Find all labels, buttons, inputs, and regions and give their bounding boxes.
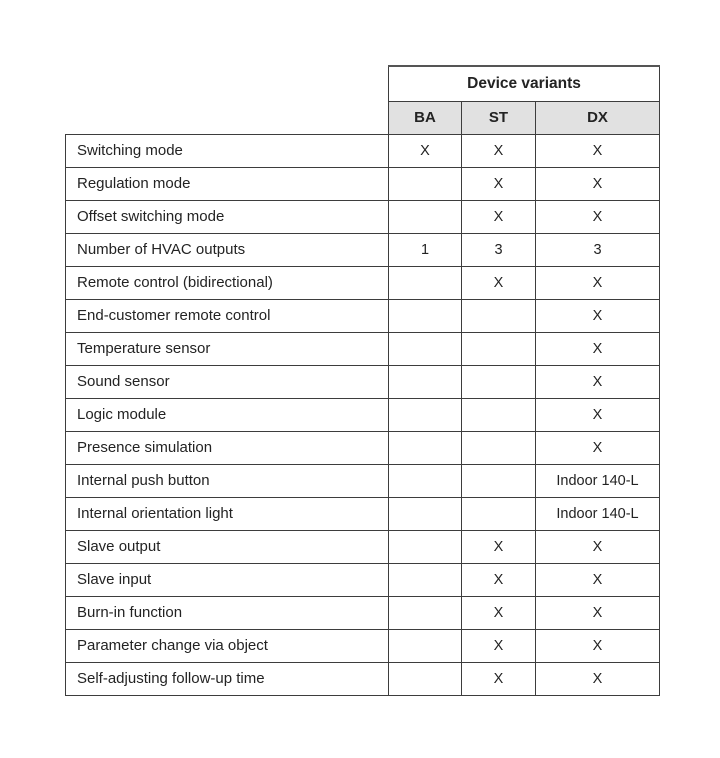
cell-dx: X bbox=[536, 332, 660, 365]
cell-st bbox=[462, 365, 536, 398]
cell-st: X bbox=[462, 134, 536, 167]
row-label: Temperature sensor bbox=[66, 332, 389, 365]
table-row bbox=[66, 596, 660, 629]
row-label: Switching mode bbox=[66, 134, 389, 167]
cell-dx: X bbox=[536, 266, 660, 299]
cell-dx: X bbox=[536, 200, 660, 233]
row-label: Sound sensor bbox=[66, 365, 389, 398]
table-row bbox=[66, 431, 660, 464]
cell-ba bbox=[389, 596, 462, 629]
cell-dx: Indoor 140-L bbox=[536, 497, 660, 530]
cell-st: X bbox=[462, 167, 536, 200]
cell-dx: X bbox=[536, 662, 660, 695]
cell-dx: X bbox=[536, 596, 660, 629]
cell-ba: 1 bbox=[389, 233, 462, 266]
cell-ba bbox=[389, 662, 462, 695]
cell-dx: X bbox=[536, 431, 660, 464]
row-label: Remote control (bidirectional) bbox=[66, 266, 389, 299]
table-row bbox=[66, 662, 660, 695]
row-label: Offset switching mode bbox=[66, 200, 389, 233]
table-row bbox=[66, 134, 660, 167]
row-label: Slave output bbox=[66, 530, 389, 563]
cell-ba: X bbox=[389, 134, 462, 167]
table-row bbox=[66, 563, 660, 596]
column-header-row bbox=[66, 101, 660, 134]
cell-st: X bbox=[462, 200, 536, 233]
table-row bbox=[66, 398, 660, 431]
device-variants-table bbox=[65, 65, 660, 696]
cell-ba bbox=[389, 431, 462, 464]
cell-ba bbox=[389, 332, 462, 365]
row-label: Slave input bbox=[66, 563, 389, 596]
cell-ba bbox=[389, 299, 462, 332]
cell-ba bbox=[389, 497, 462, 530]
row-label: Internal orientation light bbox=[66, 497, 389, 530]
column-header-ba: BA bbox=[389, 101, 462, 134]
column-header-dx: DX bbox=[536, 101, 660, 134]
cell-st: X bbox=[462, 563, 536, 596]
cell-ba bbox=[389, 629, 462, 662]
cell-dx: X bbox=[536, 365, 660, 398]
cell-st bbox=[462, 431, 536, 464]
blank-corner-cell bbox=[66, 101, 389, 134]
row-label: End-customer remote control bbox=[66, 299, 389, 332]
cell-st bbox=[462, 299, 536, 332]
table-row bbox=[66, 629, 660, 662]
blank-corner-cell bbox=[66, 66, 389, 101]
cell-ba bbox=[389, 200, 462, 233]
cell-st: X bbox=[462, 629, 536, 662]
row-label: Burn-in function bbox=[66, 596, 389, 629]
row-label: Parameter change via object bbox=[66, 629, 389, 662]
column-header-st: ST bbox=[462, 101, 536, 134]
group-header-row bbox=[66, 66, 660, 101]
cell-ba bbox=[389, 167, 462, 200]
cell-st bbox=[462, 398, 536, 431]
cell-ba bbox=[389, 530, 462, 563]
cell-dx: X bbox=[536, 398, 660, 431]
row-label: Number of HVAC outputs bbox=[66, 233, 389, 266]
cell-st: 3 bbox=[462, 233, 536, 266]
table-row bbox=[66, 332, 660, 365]
cell-st bbox=[462, 332, 536, 365]
cell-dx: Indoor 140-L bbox=[536, 464, 660, 497]
table-row bbox=[66, 530, 660, 563]
row-label: Regulation mode bbox=[66, 167, 389, 200]
row-label: Self-adjusting follow-up time bbox=[66, 662, 389, 695]
table-row bbox=[66, 299, 660, 332]
table-row bbox=[66, 497, 660, 530]
table-body bbox=[66, 134, 660, 695]
cell-dx: X bbox=[536, 530, 660, 563]
cell-dx: X bbox=[536, 167, 660, 200]
cell-dx: X bbox=[536, 299, 660, 332]
cell-ba bbox=[389, 365, 462, 398]
cell-st bbox=[462, 464, 536, 497]
group-header-device-variants: Device variants bbox=[389, 66, 660, 101]
row-label: Logic module bbox=[66, 398, 389, 431]
cell-dx: X bbox=[536, 563, 660, 596]
cell-ba bbox=[389, 464, 462, 497]
table-row bbox=[66, 365, 660, 398]
cell-st bbox=[462, 497, 536, 530]
cell-ba bbox=[389, 563, 462, 596]
cell-ba bbox=[389, 398, 462, 431]
cell-st: X bbox=[462, 530, 536, 563]
table-row bbox=[66, 233, 660, 266]
table-row bbox=[66, 200, 660, 233]
cell-dx: X bbox=[536, 629, 660, 662]
cell-ba bbox=[389, 266, 462, 299]
cell-dx: X bbox=[536, 134, 660, 167]
table-row bbox=[66, 167, 660, 200]
table-row bbox=[66, 464, 660, 497]
row-label: Presence simulation bbox=[66, 431, 389, 464]
table-header bbox=[66, 66, 660, 134]
table-row bbox=[66, 266, 660, 299]
cell-dx: 3 bbox=[536, 233, 660, 266]
cell-st: X bbox=[462, 596, 536, 629]
cell-st: X bbox=[462, 266, 536, 299]
row-label: Internal push button bbox=[66, 464, 389, 497]
cell-st: X bbox=[462, 662, 536, 695]
